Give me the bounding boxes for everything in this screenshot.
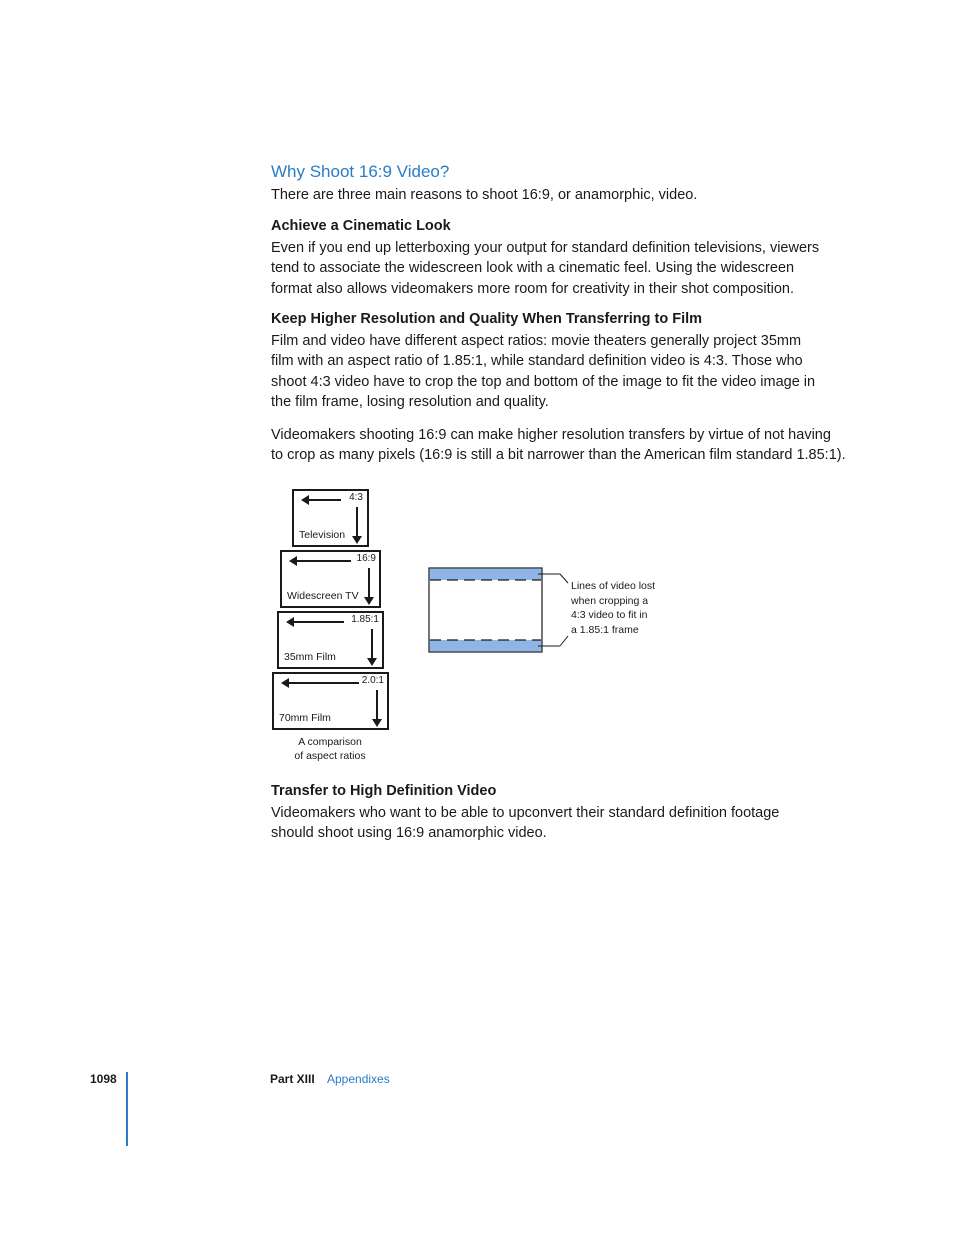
leader-line-bottom-tick bbox=[560, 636, 568, 646]
hd-line: Videomakers who want to be able to upconvert their standard definition footage bbox=[271, 805, 780, 821]
film-heading: Keep Higher Resolution and Quality When Transferring to Film bbox=[271, 311, 703, 327]
section-title: Why Shoot 16:9 Video? bbox=[271, 162, 450, 181]
figure-caption bbox=[270, 735, 390, 763]
hd-paragraph bbox=[271, 803, 831, 844]
height-arrow-icon bbox=[376, 690, 378, 725]
footer-chapter-link[interactable]: Appendixes bbox=[327, 1072, 390, 1086]
note-line: 4:3 video to fit in bbox=[571, 609, 648, 622]
aspect-box-name: Widescreen TV bbox=[287, 590, 359, 602]
aspect-box-name: 70mm Film bbox=[279, 712, 331, 724]
aspect-box-35mm bbox=[277, 611, 384, 669]
width-arrow-icon bbox=[291, 560, 351, 562]
hd-line: should shoot using 16:9 anamorphic video. bbox=[271, 825, 547, 842]
crop-note bbox=[571, 579, 655, 638]
intro-line: There are three main reasons to shoot 16:9, or anamorphic, video. bbox=[271, 187, 698, 203]
film-p1-line: film with an aspect ratio of 1.85:1, while standard definition video is 4:3. Those who bbox=[271, 353, 803, 370]
note-line: a 1.85:1 frame bbox=[571, 624, 639, 637]
aspect-ratio-label: 1.85:1 bbox=[351, 614, 379, 625]
aspect-box-name: Television bbox=[299, 529, 346, 541]
height-arrow-icon bbox=[368, 568, 370, 603]
caption-line: A comparison bbox=[298, 736, 362, 748]
note-line: Lines of video lost bbox=[571, 580, 656, 592]
cinematic-paragraph bbox=[271, 238, 831, 299]
aspect-box-television bbox=[292, 489, 369, 547]
intro-paragraph bbox=[271, 185, 831, 205]
film-p1-line: Film and video have different aspect ratios: movie theaters generally project 35mm bbox=[271, 333, 802, 349]
film-p2-line: Videomakers shooting 16:9 can make higher resolution transfers by virtue of not having bbox=[271, 427, 831, 443]
hd-heading: Transfer to High Definition Video bbox=[271, 783, 497, 799]
film-p2-line: to crop as many pixels (16:9 is still a bit narrower than the American film standard 1.85:1). bbox=[271, 447, 846, 464]
aspect-box-widescreen bbox=[280, 550, 381, 608]
film-p1-line: the film frame, losing resolution and quality. bbox=[271, 393, 549, 410]
cinematic-heading: Achieve a Cinematic Look bbox=[271, 218, 451, 234]
cropped-frame-illustration bbox=[420, 560, 570, 660]
film-p1-line: shoot 4:3 video have to crop the top and bottom of the image to fit the video image in bbox=[271, 373, 816, 390]
width-arrow-icon bbox=[288, 621, 344, 623]
cinematic-line: Even if you end up letterboxing your output for standard definition televisions, viewers bbox=[271, 240, 820, 256]
aspect-ratio-label: 16:9 bbox=[356, 553, 376, 564]
caption-line: of aspect ratios bbox=[294, 750, 366, 762]
film-paragraph-2 bbox=[271, 425, 846, 466]
video-frame bbox=[429, 568, 542, 652]
note-line: when cropping a bbox=[571, 594, 649, 607]
aspect-box-name: 35mm Film bbox=[284, 651, 336, 663]
leader-line-top-tick bbox=[560, 574, 568, 583]
cropped-bottom-band bbox=[430, 640, 542, 651]
film-paragraph-1 bbox=[271, 331, 831, 412]
cropped-top-band bbox=[430, 569, 542, 580]
height-arrow-icon bbox=[356, 507, 358, 542]
cinematic-line: format also allows videomakers more room for creativity in their shot composition. bbox=[271, 280, 794, 297]
footer-part: Part XIII bbox=[270, 1072, 315, 1086]
aspect-ratio-label: 4:3 bbox=[349, 492, 363, 503]
page-number: 1098 bbox=[90, 1072, 117, 1086]
cinematic-line: tend to associate the widescreen look with a cinematic feel. Using the widescreen bbox=[271, 260, 795, 277]
width-arrow-icon bbox=[283, 682, 359, 684]
aspect-ratio-label: 2.0:1 bbox=[361, 675, 384, 686]
width-arrow-icon bbox=[303, 499, 341, 501]
footer-rule bbox=[126, 1072, 128, 1146]
height-arrow-icon bbox=[371, 629, 373, 664]
aspect-box-70mm bbox=[272, 672, 389, 730]
